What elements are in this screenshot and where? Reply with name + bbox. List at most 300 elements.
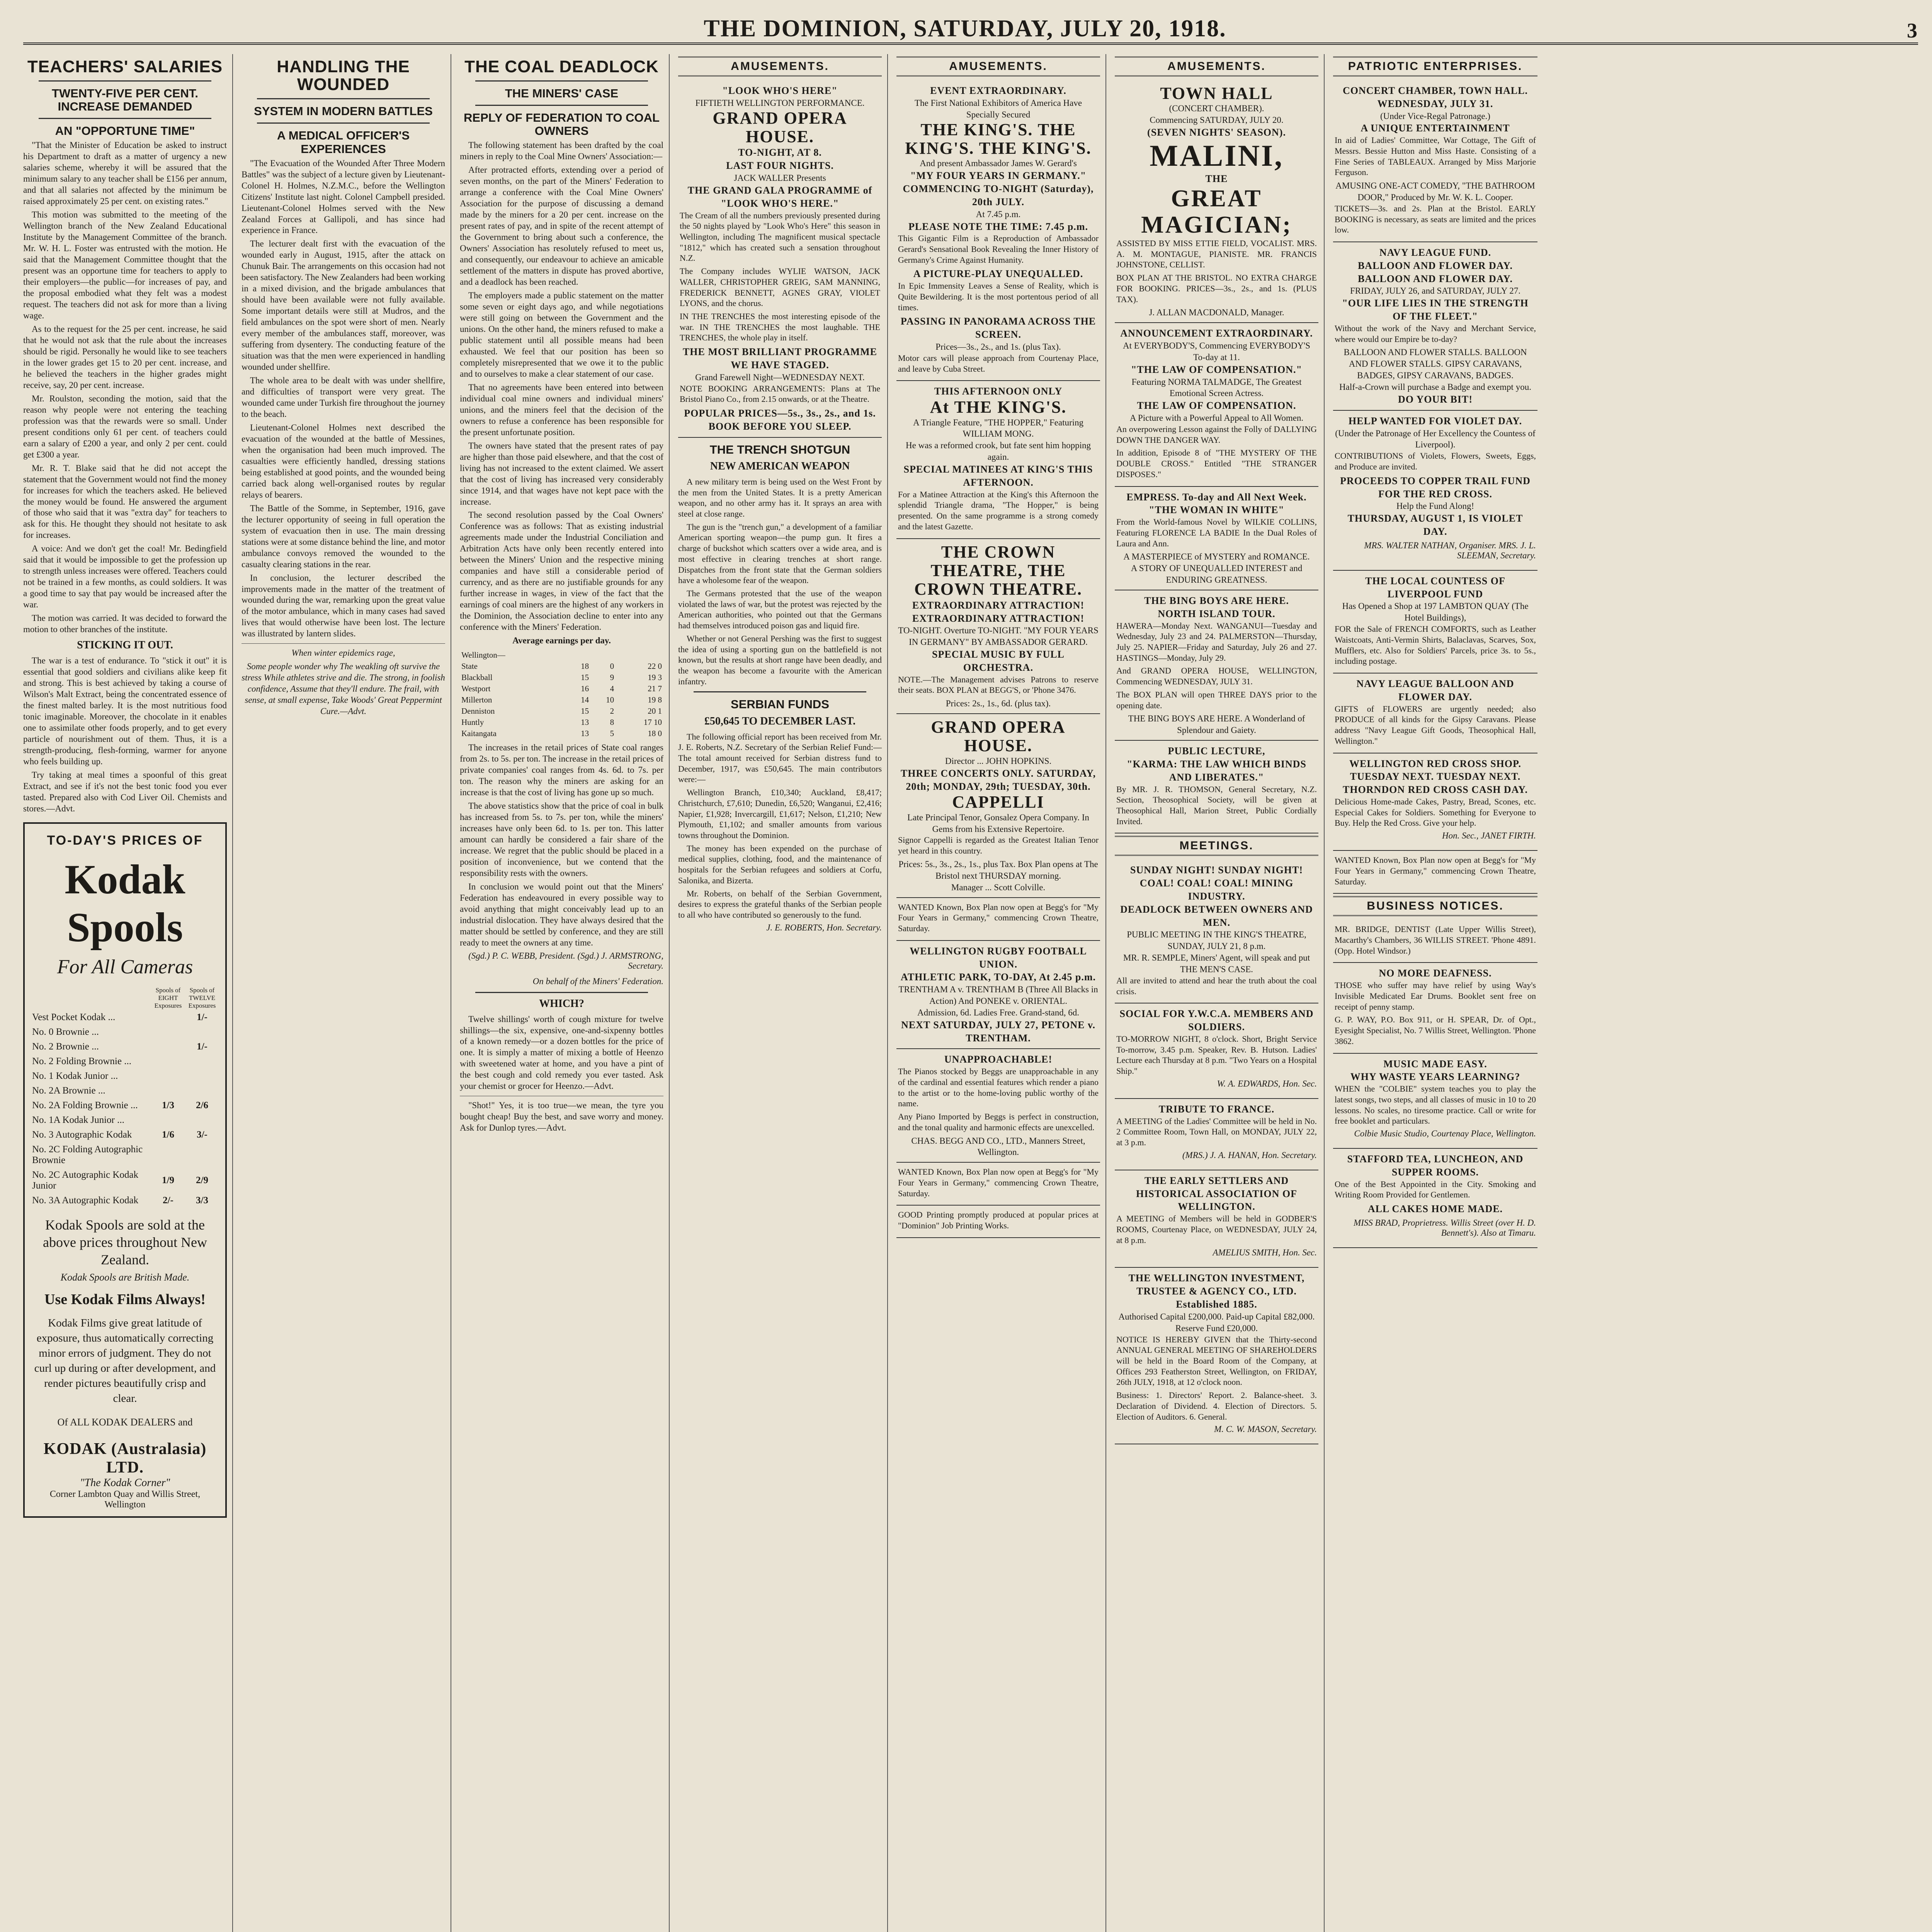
ad-manager: J. ALLAN MACDONALD, Manager. xyxy=(1149,308,1284,318)
film-title: "THE WOMAN IN WHITE" xyxy=(1149,504,1284,516)
lecture-ad xyxy=(1115,741,1318,833)
earnings-cell: 13 xyxy=(581,729,589,738)
signature: Colbie Music Studio, Courtenay Place, Wellington. xyxy=(1354,1129,1536,1139)
ad-body: In Epic Immensity Leaves a Sense of Reality, which is Quite Bewildering. It is the most portentous period of all times. xyxy=(898,281,1099,312)
signature: J. E. ROBERTS, Hon. Secretary. xyxy=(766,922,882,932)
performer-title: GREAT MAGICIAN; xyxy=(1141,185,1292,238)
ad-venue: ATHLETIC PARK, TO-DAY, At 2.45 p.m. xyxy=(900,971,1096,983)
article-subhead: NEW AMERICAN WEAPON xyxy=(710,460,850,472)
earnings-cell: 9 xyxy=(610,673,614,682)
divider xyxy=(257,122,430,124)
section-heading: AMUSEMENTS. xyxy=(678,56,882,77)
ad-body: Without the work of the Navy and Merchant Service, where would our Empire be to-day? xyxy=(1335,323,1536,344)
navy-league-ad xyxy=(1333,242,1537,411)
deafness-ad xyxy=(1333,963,1537,1053)
earnings-row xyxy=(460,683,663,694)
red-cross-ad xyxy=(1333,753,1537,851)
section-heading: MEETINGS. xyxy=(1115,836,1318,856)
earnings-cell: Millerton xyxy=(461,695,492,705)
paragraph: The following official report has been received from Mr. J. E. Roberts, N.Z. Secretary of the Serbian Relief Fund:— The total amount received for Serbian distress fund to December, 1917, was £50,645. The main contributors were:— xyxy=(678,731,882,784)
camera-name: No. 2A Brownie ... xyxy=(32,1085,105,1096)
performer-name: MALINI, xyxy=(1150,138,1284,172)
ad-heading: EVENT EXTRAORDINARY. xyxy=(930,85,1066,96)
paragraph: The Battle of the Somme, in September, 1916, gave the lecturer opportunity of seeing in full operation the system of evacuation then in use. The main dressing stations were at some distance behind the line, and motor ambulance convoys removed the wounded to the casualty clearing stations in the rear. xyxy=(242,503,445,569)
paragraph: The gun is the "trench gun," a development of a familiar American sporting weapon—the pump gun. It fires a charge of buckshot which scatters over a wide area, and is most effective in clearing trenches at short range. Dispatches from the front state that the German soldiers have a wholesome fear of the weapon. xyxy=(678,522,882,585)
ad-slogan: DO YOUR BIT! xyxy=(1398,393,1473,405)
earnings-cell: 10 xyxy=(606,695,614,705)
paragraph: The increases in the retail prices of State coal ranges from 2s. to 5s. per ton. The increase in the retail prices of private companies' coal ranges from 4s. 6d. to 7s. per ton. The reason why the miners are asking for an increase is that the cost of living has gone up so much. xyxy=(460,743,663,797)
ad-heading: WELLINGTON RUGBY FOOTBALL UNION. xyxy=(910,945,1087,970)
article-subhead: THE MINERS' CASE xyxy=(505,87,619,100)
earnings-cell: 19 8 xyxy=(648,695,662,705)
everybodys-ad xyxy=(1115,323,1318,486)
ad-slogan: A STORY OF UNEQUALLED INTEREST and ENDURING GREATNESS. xyxy=(1131,563,1303,585)
ad-prices: Prices: 2s., 1s., 6d. (plus tax). xyxy=(946,699,1051,709)
camera-name: No. 1 Kodak Junior ... xyxy=(32,1070,118,1081)
ad-corner: "The Kodak Corner" xyxy=(80,1476,170,1489)
column-header: Spools of TWELVE Exposures xyxy=(188,986,216,1009)
price-row xyxy=(31,1098,219,1113)
earnings-row xyxy=(460,650,663,661)
signature: Hon. Sec., JANET FIRTH. xyxy=(1442,831,1536,841)
article-subhead: £50,645 TO DECEMBER LAST. xyxy=(704,715,856,727)
ad-heading: TO-DAY'S PRICES OF xyxy=(47,833,203,848)
ad-date: COMMENCING TO-NIGHT (Saturday), 20th JULY. xyxy=(903,183,1094,207)
ad-tagline: Kodak Spools are sold at the above prices throughout New Zealand. xyxy=(43,1217,207,1267)
columns xyxy=(23,54,1918,1932)
ad-prices: Prices—3s., 2s., and 1s. (plus Tax). xyxy=(935,342,1061,352)
ad-subtitle: For All Cameras xyxy=(57,956,193,978)
earnings-cell: 5 xyxy=(610,729,614,738)
price-eight: 1/3 xyxy=(162,1100,174,1111)
earnings-cell: 14 xyxy=(581,695,589,705)
paragraph: The Germans protested that the use of the weapon violated the laws of war, but the protest was rejected by the American authorities, who pointed out that the Germans had themselves introduced poison gas and liquid fire. xyxy=(678,588,882,631)
ad-body: WHEN the "COLBIE" system teaches you to play the latest songs, two steps, and all classes of music in 10 to 20 lessons. No scales, no tiresome practice. Call or write for free booklet and particulars. xyxy=(1335,1084,1536,1126)
ad-body: WANTED Known, Box Plan now open at Begg's for "My Four Years in Germany," commencing Crown Theatre, Saturday. xyxy=(1335,855,1536,886)
article-subhead: TWENTY-FIVE PER CENT. INCREASE DEMANDED xyxy=(52,87,198,114)
earnings-table xyxy=(460,650,663,739)
earnings-cell: 2 xyxy=(610,706,614,716)
paragraph: "That the Minister of Education be asked to instruct his Department to draft as a matter of urgency a new salaries scheme, whereby it will be assured that the minimum salary to any teacher shall be £156 per annum, and that all salaries not affected by the minimum be raised approximately 25 per cent. on existing rates." xyxy=(23,140,227,206)
masthead-title: THE DOMINION, SATURDAY, JULY 20, 1918. xyxy=(704,15,1226,42)
earnings-cell: Wellington— xyxy=(461,650,505,660)
paragraph: The motion was carried. It was decided to forward the motion to other branches of the institute. xyxy=(23,613,227,634)
article-headline: THE COAL DEADLOCK xyxy=(464,57,659,76)
ad-body: G. P. WAY, P.O. Box 911, or H. SPEAR, Dr. of Opt., Eyesight Specialist, No. 7 Willis Street, Wellington. 'Phone 3862. xyxy=(1335,1015,1536,1046)
film-title: "THE LAW OF COMPENSATION." xyxy=(1131,364,1302,375)
article-subhead: REPLY OF FEDERATION TO COAL OWNERS xyxy=(464,111,660,138)
ad-slogan: ALL CAKES HOME MADE. xyxy=(1367,1203,1503,1215)
theatre-name: EMPRESS. To-day and All Next Week. xyxy=(1126,491,1307,503)
price-eight: 1/9 xyxy=(162,1175,174,1185)
section-heading: AMUSEMENTS. xyxy=(896,56,1100,77)
investment-notice xyxy=(1115,1268,1318,1444)
divider xyxy=(257,98,430,99)
paragraph: In conclusion, the lecturer described the improvements made in the matter of the treatment of wounded during the war, remarking upon the great value of the motor ambulance, which in many cases had saved lives that would otherwise have been lost. The lecture was illustrated by lantern slides. xyxy=(242,573,445,639)
ad-body: Help the Fund Along! xyxy=(1396,501,1475,511)
camera-name: No. 2 Folding Brownie ... xyxy=(32,1056,131,1066)
paragraph: Whether or not General Pershing was the first to suggest the idea of using a sporting gun on the battlefield is not known, but the results at short range have been deadly, and the weapon has become a favourite with the American infantry. xyxy=(678,633,882,686)
ad-heading: THIS AFTERNOON ONLY xyxy=(934,386,1063,397)
paragraph: The above statistics show that the price of coal in bulk has increased from 5s. to 7s. per ton, while the miners' increases have only been 6d. to 1s. per ton. This latter amount can hardly be considered a fair share of the increase. We regret that the public should be placed in a position of inconvenience, but we contend that the responsibility rests with the owners. xyxy=(460,801,663,878)
section-heading: BUSINESS NOTICES. xyxy=(1333,896,1537,916)
dentist-ad xyxy=(1333,920,1537,963)
ad-heading: WELLINGTON RED CROSS SHOP. xyxy=(1349,758,1521,769)
ad-heading: SOCIAL FOR Y.W.C.A. MEMBERS AND SOLDIERS. xyxy=(1119,1008,1314,1033)
ad-body: WANTED Known, Box Plan now open at Begg's for "My Four Years in Germany," commencing Crown Theatre, Saturday. xyxy=(898,1167,1099,1198)
earnings-cell: 0 xyxy=(610,662,614,671)
ad-body: Kodak Films give great latitude of exposure, thus automatically correcting minor errors of judgment. They do not curl up during or after development, and render pictures beautifully crisp and clear. xyxy=(34,1316,216,1405)
programme-title: THE GRAND GALA PROGRAMME of "LOOK WHO'S HERE." xyxy=(687,184,872,209)
wanted-ad xyxy=(896,1163,1100,1206)
ad-body: BOX PLAN AT THE BRISTOL. NO EXTRA CHARGE FOR BOOKING. PRICES—3s., 2s., and 1s. (PLUS TAX). xyxy=(1116,273,1317,304)
price-row xyxy=(31,1025,219,1039)
paragraph: A new military term is being used on the West Front by the men from the United States. It is a pretty American weapon, and no other army has it. It sprays an area with steel at close range. xyxy=(678,476,882,519)
earnings-cell: 18 xyxy=(581,662,589,671)
show-time: TO-NIGHT, AT 8. xyxy=(738,147,822,158)
price-twelve xyxy=(185,1142,219,1168)
ad-heading: NO MORE DEAFNESS. xyxy=(1379,968,1492,979)
ad-time: At 7.45 p.m. xyxy=(976,209,1021,219)
ad-body: The First National Exhibitors of America Have Specially Secured xyxy=(914,98,1082,119)
price-eight xyxy=(151,1054,185,1069)
town-hall-ad xyxy=(1115,80,1318,323)
earnings-row xyxy=(460,728,663,739)
signature: W. A. EDWARDS, Hon. Sec. xyxy=(1217,1078,1317,1088)
ad-heading: THE WELLINGTON INVESTMENT, TRUSTEE & AGENCY CO., LTD. Established 1885. xyxy=(1128,1272,1305,1310)
ad-body: NOTE BOOKING ARRANGEMENTS: Plans at The Bristol Piano Co., from 2.15 onwards, or at the Theatre. xyxy=(680,383,880,404)
ad-manager: Manager ... Scott Colville. xyxy=(951,882,1046,892)
ad-body: NOTE.—The Management advises Patrons to reserve their seats. BOX PLAN at BEGG'S, or 'Phone 3476. xyxy=(898,674,1099,695)
earnings-cell: 18 0 xyxy=(648,729,662,738)
earnings-cell: 15 xyxy=(581,706,589,716)
paragraph: Twelve shillings' worth of cough mixture for twelve shillings—the six, expensive, one-and-sixpenny bottles of a known remedy—or a dozen bottles for the price of one. It is simply a matter of mixing a bottle of Heenzo with sweetened water at home, and you have a pint of the best cough and cold remedy you ever tasted. Ask your chemist or grocer for Heenzo.—Advt. xyxy=(460,1014,663,1091)
earnings-cell: 8 xyxy=(610,718,614,727)
ad-body: In aid of Ladies' Committee, War Cottage, The Gift of Messrs. Bessie Hutton and Miss Haste. Consisting of a Fine Series of TABLEAUX. Arranged by Miss Marjorie Ferguson. xyxy=(1335,135,1536,177)
paragraph: Mr. Roberts, on behalf of the Serbian Government, desires to express the grateful thanks of the Serbian people to all who have contributed so generously to the fund. xyxy=(678,888,882,920)
film-title: TO-NIGHT. Overture TO-NIGHT. "MY FOUR YEARS IN GERMANY" BY AMBASSADOR GERARD. xyxy=(898,626,1099,647)
signature: (Sgd.) P. C. WEBB, President. (Sgd.) J. ARMSTRONG, Secretary. xyxy=(468,951,663,971)
paragraph: A voice: And we don't get the coal! Mr. Bedingfield said that it would be impossible to get the profession up to strength unless increases were offered. Teachers could not be trained in a few months, as could soldiers. It was a good time to say that pay would be increased after the war. xyxy=(23,544,227,610)
article-subhead: A MEDICAL OFFICER'S EXPERIENCES xyxy=(277,129,410,156)
ad-note: NEXT SATURDAY, JULY 27, PETONE v. TRENTHAM. xyxy=(901,1019,1096,1044)
ad-body: The Pianos stocked by Beggs are unapproachable in any of the cardinal and essential features which render a piano to the artist or to the home-loving public worthy of the name. xyxy=(898,1066,1099,1109)
ad-body: FOR the Sale of FRENCH COMFORTS, such as Leather Waistcoats, Anti-Vermin Shirts, Balaclavas, Scarves, Sox, Mufflers, etc. Also for Soldiers' Parcels, price 3s. to 5s., including postage. xyxy=(1335,624,1536,666)
column-4 xyxy=(678,54,888,1932)
ad-body: Any Piano Imported by Beggs is perfect in construction, and the tonal quality and harmonic effects are unexcelled. xyxy=(898,1112,1099,1132)
ad-heading: MUSIC MADE EASY. xyxy=(1383,1058,1487,1070)
show-run: LAST FOUR NIGHTS. xyxy=(726,160,834,172)
camera-name: No. 1A Kodak Junior ... xyxy=(32,1114,124,1125)
price-row xyxy=(31,1168,219,1193)
paragraph: Mr. R. T. Blake said that he did not accept the statement that the Government would not find the money for increases for which the teachers asked. He believed the money would be found. He answered the argument of those who said that it was "extra day" for teachers to ask for this. He thought they should not hesitate to ask for increases. xyxy=(23,463,227,540)
film-title: THE LAW OF COMPENSATION. xyxy=(1137,400,1296,412)
earnings-cell xyxy=(565,650,590,661)
ad-heading: UNAPPROACHABLE! xyxy=(944,1054,1053,1065)
ad-slogan: A PICTURE-PLAY UNEQUALLED. xyxy=(913,268,1083,280)
paragraph: The money has been expended on the purchase of medical supplies, clothing, food, and the maintenance of hospitals for the Serbian refugees and soldiers at Corfu, Salonika, and Bizerta. xyxy=(678,843,882,885)
show-title: THE BING BOYS ARE HERE. xyxy=(1144,595,1289,606)
ad-company: KODAK (Australasia) LTD. xyxy=(43,1440,207,1476)
earnings-row xyxy=(460,706,663,717)
price-twelve xyxy=(185,1069,219,1083)
ad-body: MR. R. SEMPLE, Miners' Agent, will speak and put THE MEN'S CASE. xyxy=(1123,953,1310,975)
column-6 xyxy=(1115,54,1325,1932)
ad-slogan: "OUR LIFE LIES IN THE STRENGTH OF THE FLEET." xyxy=(1342,298,1529,322)
ad-body: This Gigantic Film is a Reproduction of Ambassador Gerard's Sensational Book Revealing the Inner History of Germany's Crime Against Humanity. xyxy=(898,233,1099,265)
earnings-cell: State xyxy=(461,662,478,671)
ad-body: He was a reformed crook, but fate sent him hopping again. xyxy=(905,440,1091,462)
empress-ad xyxy=(1115,487,1318,590)
ad-body: All are invited to attend and hear the truth about the coal crisis. xyxy=(1116,975,1317,996)
article-headline: WHICH? xyxy=(539,997,584,1010)
paragraph: Mr. Roulston, seconding the motion, said that the reason why people were not entering the teaching profession was that the rewards were so small. Under present conditions only 61 per cent. of teachers could earn a salary of £200 a year, and only 2 per cent. could get £300 a year. xyxy=(23,393,227,459)
paragraph: The war is a test of endurance. To "stick it out" it is essential that good soldiers and civilians alike keep fit and strong. This is best achieved by taking a course of Wilson's Malt Extract, being the concentrated essence of the finest malted barley. It is the most nutritious food tonic imaginable. Moreover, the chocolate in it enables one to assimilate other foods properly, and to get every particle of nourishment out of them. Thus, it is a strength-producing, flesh-forming, warmer for anyone who feels building up. xyxy=(23,656,227,766)
ad-slogan: THE MOST BRILLIANT PROGRAMME WE HAVE STAGED. xyxy=(682,346,878,371)
ad-heading: STAFFORD TEA, LUNCHEON, AND SUPPER ROOMS. xyxy=(1347,1153,1524,1178)
ad-heading: THE EARLY SETTLERS AND HISTORICAL ASSOCIATION OF WELLINGTON. xyxy=(1136,1175,1298,1213)
show-subtitle: FIFTIETH WELLINGTON PERFORMANCE. xyxy=(695,98,865,108)
earnings-row xyxy=(460,717,663,728)
theatre-name: GRAND OPERA HOUSE. xyxy=(931,718,1066,755)
ad-body: TRENTHAM A v. TRENTHAM B (Three All Blacks in Action) And PONEKE v. ORIENTAL. xyxy=(898,985,1098,1006)
price-row xyxy=(31,1083,219,1098)
artist-name: CAPPELLI xyxy=(952,793,1044,812)
earnings-cell: Blackball xyxy=(461,673,493,682)
paragraph: "The Evacuation of the Wounded After Three Modern Battles" was the subject of a lecture given by Lieutenant-Colonel H. Holmes, N.Z.M.C., before the Wellington Citizens' Institute last night. Colonel Campbell presided. Lieutenant-Colonel Holmes served with the New Zealand Forces at Gallipoli, and has since had experience in France. xyxy=(242,158,445,235)
paragraph: After protracted efforts, extending over a period of seven months, on the part of the Miners' Federation to arrange a conference with the Coal Mine Owners' Association for the purpose of discussing a demand made by the miners for a 20 per cent. increase on the present rates of pay, and in spite of the recent attempt of the Government to bring about such a conference, the Owners' Association has resolutely refused to meet us, and consequently, our endeavour to achieve an amicable settlement of the matters in dispute has proved abortive, and a deadlock has been reached. xyxy=(460,165,663,287)
wanted-ad xyxy=(1333,851,1537,894)
price-twelve xyxy=(185,1054,219,1069)
price-table xyxy=(31,986,219,1208)
music-ad xyxy=(1333,1054,1537,1149)
paragraph: Try taking at meal times a spoonful of this great Extract, and see if it's not the best tonic food you ever tasted. Prepared also with Cod Liver Oil. Chemists and stores.—Advt. xyxy=(23,770,227,813)
theatre-name: At THE KING'S. xyxy=(930,398,1067,417)
earnings-cell: 21 7 xyxy=(648,684,662,694)
ad-body: And present Ambassador James W. Gerard's xyxy=(920,158,1077,168)
price-eight xyxy=(151,1010,185,1025)
article-headline: HANDLING THE WOUNDED xyxy=(277,57,410,94)
price-twelve: 2/6 xyxy=(196,1100,208,1111)
ad-body: TICKETS—3s. and 2s. Plan at the Bristol. EARLY BOOKING is necessary, as seats are limited and the prices low. xyxy=(1335,203,1536,235)
ad-heading: TRIBUTE TO FRANCE. xyxy=(1158,1103,1275,1115)
divider xyxy=(475,992,648,993)
earnings-cell: 15 xyxy=(581,673,589,682)
paragraph: The employers made a public statement on the matter some seven or eight days ago, and while negotiations were still going on between the Government and the unions. On the other hand, the miners refused to make a public statement until all possible means had been exhausted. We feel that our position has been so completely misrepresented that we owe it to the public and to ourselves to make a clear statement of our case. xyxy=(460,291,663,379)
table-caption: Average earnings per day. xyxy=(512,636,611,646)
earnings-cell xyxy=(590,650,616,661)
social-ad xyxy=(1115,1003,1318,1099)
ad-body: Has Opened a Shop at 197 LAMBTON QUAY (The Hotel Buildings), xyxy=(1342,601,1529,623)
section-heading: PATRIOTIC ENTERPRISES. xyxy=(1333,56,1537,77)
theatre-name: THE CROWN THEATRE, THE CROWN THEATRE. xyxy=(914,542,1082,599)
price-row xyxy=(31,1069,219,1083)
earnings-cell: 4 xyxy=(610,684,614,694)
ad-heading: NAVY LEAGUE BALLOON AND FLOWER DAY. xyxy=(1356,678,1514,702)
kodak-advertisement xyxy=(23,822,227,1518)
ad-body: Business: 1. Directors' Report. 2. Balance-sheet. 3. Declaration of Dividend. 4. Election of Directors. 5. Election of Auditors. 6. General. xyxy=(1116,1390,1317,1422)
paragraph: "Shot!" Yes, it is too true—we mean, the tyre you bought cheap! Buy the best, and save worry and money. Ask for Dunlop tyres.—Advt. xyxy=(460,1100,663,1133)
ad-director: Director ... JOHN HOPKINS. xyxy=(945,756,1052,766)
price-twelve xyxy=(185,1113,219,1128)
column-7 xyxy=(1333,54,1543,1932)
signature: AMELIUS SMITH, Hon. Sec. xyxy=(1213,1248,1317,1258)
column-1 xyxy=(23,54,233,1932)
ad-prices: POPULAR PRICES—5s., 3s., 2s., and 1s. xyxy=(684,408,876,419)
camera-name: No. 2C Folding Autographic Brownie xyxy=(32,1144,143,1165)
ad-company: CHAS. BEGG AND CO., LTD., Manners Street, Wellington. xyxy=(911,1136,1085,1157)
camera-name: No. 3 Autographic Kodak xyxy=(32,1129,132,1140)
earnings-cell: Westport xyxy=(461,684,491,694)
ad-season: (SEVEN NIGHTS' SEASON). xyxy=(1147,127,1286,138)
ad-body: TO-MORROW NIGHT, 8 o'clock. Short, Bright Service To-morrow, 3.45 p.m. Speaker, Rev. B. Hutson. Ladies' Lecture each Thursday at 8 p.m. "Two Years on a Hospital Ship." xyxy=(1116,1034,1317,1076)
ad-body: HAWERA—Monday Next. WANGANUI—Tuesday and Wednesday, July 23 and 24. PALMERSTON—Thursday, July 25. NAPIER—Friday and Saturday, July 26 and 27. HASTINGS—Monday, July 29. xyxy=(1116,621,1317,663)
divider xyxy=(475,105,648,106)
tribute-ad xyxy=(1115,1099,1318,1170)
flower-day-ad xyxy=(1333,673,1537,753)
ad-slogan: PASSING IN PANORAMA ACROSS THE SCREEN. xyxy=(900,316,1096,340)
ad-note: (Under Vice-Regal Patronage.) xyxy=(1380,111,1490,121)
column-5 xyxy=(896,54,1106,1932)
ad-body: THOSE who suffer may have relief by using Way's Invisible Medicated Ear Drums. Booklet sent free on receipt of penny stamp. xyxy=(1335,980,1536,1012)
price-twelve: 3/3 xyxy=(196,1195,208,1206)
venue-sub: (CONCERT CHAMBER). xyxy=(1169,104,1264,114)
paragraph: Lieutenant-Colonel Holmes next described the evacuation of the wounded at the battle of Messines, when the organisation had been much improved. The casualties were efficiently handled, dressing stations being established at good points, and the wounded being carried back along well-organised routes by regular relays of bearers. xyxy=(242,422,445,500)
ad-body: At EVERYBODY'S, Commencing EVERYBODY'S To-day at 11. xyxy=(1123,340,1310,362)
concert-ad xyxy=(1333,80,1537,242)
paragraph: That no agreements have been entered into between individual coal mine owners and individual miners' unions, and the miners feel that the decision of the owners to refuse a conference has been responsible for the present unfortunate position. xyxy=(460,382,663,437)
price-eight xyxy=(151,1142,185,1168)
paragraph: The owners have stated that the present rates of pay are higher than those paid elsewhere, and that the cost of living has not increased to the extent claimed. We assert that the cost of living has increased very considerably since 1914, and that wages have not kept pace with the increase. xyxy=(460,440,663,507)
ad-body: The Company includes WYLIE WATSON, JACK WALLER, CHRISTOPHER GREIG, SAM MANNING, FREDERICK BENNETT, AGNES GRAY, VIOLET LYONS, and the chorus. xyxy=(680,266,880,308)
ad-body: For a Matinee Attraction at the King's this Afternoon the splendid Triangle drama, "The Hopper," is being presented. On the same programme is a strong comedy and the latest Gazette. xyxy=(898,489,1099,531)
masthead xyxy=(23,15,1918,45)
ad-note: Grand Farewell Night—WEDNESDAY NEXT. xyxy=(695,372,865,382)
article-headline: THE TRENCH SHOTGUN xyxy=(709,442,850,456)
ad-heading: HELP WANTED FOR VIOLET DAY. xyxy=(1348,415,1522,427)
article-subhead: AN "OPPORTUNE TIME" xyxy=(55,124,195,138)
ad-body: And GRAND OPERA HOUSE, WELLINGTON, Commencing WEDNESDAY, JULY 31. xyxy=(1116,666,1317,687)
article-headline: SERBIAN FUNDS xyxy=(731,697,829,711)
camera-name: No. 2A Folding Brownie ... xyxy=(32,1100,138,1111)
ad-dates: THREE CONCERTS ONLY. SATURDAY, 20th; MONDAY, 29th; TUESDAY, 30th. xyxy=(900,767,1096,792)
film-title: "MY FOUR YEARS IN GERMANY." xyxy=(910,170,1087,182)
price-row xyxy=(31,1113,219,1128)
signature: M. C. W. MASON, Secretary. xyxy=(1214,1424,1317,1434)
paragraph: This motion was submitted to the meeting of the Wellington branch of the New Zealand Educational Institute by the Management Committee of the branch. Mr. W. H. L. Foster was entrusted with the motion. He said that the Management Committee thought that the present was an opportune time for teachers to apply to their employers—the public—for increases of pay, and the proposal embodied what they felt was a modest request. The teachers did not ask for more than a living wage. xyxy=(23,210,227,320)
column-3 xyxy=(460,54,670,1932)
price-eight xyxy=(151,1069,185,1083)
ad-note: (Under the Patronage of Her Excellency the Countess of Liverpool). xyxy=(1335,428,1536,450)
ad-title: Kodak Spools xyxy=(65,856,185,951)
ad-body: A MEETING of Members will be held in GODBER'S ROOMS, Courtenay Place, on WEDNESDAY, JULY 24, at 8 p.m. xyxy=(1116,1214,1317,1245)
camera-name: No. 3A Autographic Kodak xyxy=(32,1195,138,1206)
ad-slogan: Use Kodak Films Always! xyxy=(44,1291,206,1308)
earnings-row xyxy=(460,661,663,672)
ad-slogan: TUESDAY NEXT. TUESDAY NEXT. THORNDON RED CROSS CASH DAY. xyxy=(1342,771,1528,796)
divider xyxy=(242,643,445,644)
ad-address: Corner Lambton Quay and Willis Street, Wellington xyxy=(49,1489,201,1510)
price-row xyxy=(31,1193,219,1208)
ad-note: SPECIAL MUSIC BY FULL ORCHESTRA. xyxy=(932,649,1065,673)
earnings-cell: 13 xyxy=(581,718,589,727)
earnings-cell: 17 10 xyxy=(643,718,662,727)
ad-slogan: BALLOON AND FLOWER DAY. BALLOON AND FLOWER DAY. xyxy=(1357,260,1513,284)
ad-date: FRIDAY, JULY 26, and SATURDAY, JULY 27. xyxy=(1350,286,1520,296)
ad-date: THURSDAY, AUGUST 1, IS VIOLET DAY. xyxy=(1347,513,1523,537)
article-headline: TEACHERS' SALARIES xyxy=(27,57,223,76)
paragraph: The second resolution passed by the Coal Owners' Conference was as follows: That as existing industrial agreements made under the Industrial Conciliation and Arbitration Acts have only been recently entered into between the Miners' Union and the respective mining companies and have still a considerable period of currency, and as there are no justifiable grounds for any further increase in wages, in view of the fact that the earnings of coal miners are the highest of any workers in the Dominion, the Association decline to enter into any conference with the Miners' Federation. xyxy=(460,510,663,632)
price-twelve: 2/9 xyxy=(196,1175,208,1185)
ad-dealers: Of ALL KODAK DEALERS and xyxy=(57,1416,193,1428)
signature: (MRS.) J. A. HANAN, Hon. Secretary. xyxy=(1182,1150,1317,1160)
ad-date: Commencing SATURDAY, JULY 20. xyxy=(1150,115,1284,125)
ad-body: Signor Cappelli is regarded as the Greatest Italian Tenor yet heard in this country. xyxy=(898,835,1099,856)
ad-body: A Picture with a Powerful Appeal to All Women. xyxy=(1129,413,1304,423)
ad-body: A MEETING of the Ladies' Committee will be held in No. 2 Committee Room, Town Hall, on MONDAY, JULY 22, at 3 p.m. xyxy=(1116,1116,1317,1148)
ad-body: The Cream of all the numbers previously presented during the 50 nights played by "Look Who's Here" this season in Wellington, including The magnificent musical spectacle "1812," which has created such a sensation throughout N.Z. xyxy=(680,210,880,263)
price-row xyxy=(31,1142,219,1168)
venue-name: TOWN HALL xyxy=(1160,84,1273,103)
ad-body: GOOD Printing promptly produced at popular prices at "Dominion" Job Printing Works. xyxy=(898,1210,1099,1231)
price-row xyxy=(31,1054,219,1069)
paragraph: Wellington Branch, £10,340; Auckland, £8,417; Christchurch, £7,610; Dunedin, £6,520; Wanganui, £2,416; Napier, £1,928; Invercargill, £1,617; Nelson, £1,210; New Plymouth, £1,102; and smaller amounts from various towns throughout the Dominion. xyxy=(678,787,882,840)
earnings-row xyxy=(460,694,663,706)
ad-prices: Prices: 5s., 3s., 2s., 1s., plus Tax. Box Plan opens at The Bristol next THURSDAY morning. xyxy=(898,859,1098,881)
ad-body: A Triangle Feature, "THE HOPPER," Featuring WILLIAM MONG. xyxy=(913,417,1084,439)
paragraph: The following statement has been drafted by the coal miners in reply to the Coal Mine Owners' Association:— xyxy=(460,140,663,162)
ad-date: WEDNESDAY, JULY 31. xyxy=(1377,98,1493,109)
ad-note: PLEASE NOTE THE TIME: 7.45 p.m. xyxy=(908,221,1088,232)
price-eight xyxy=(151,1113,185,1128)
crown-theatre-ad xyxy=(896,539,1100,714)
piano-ad xyxy=(896,1049,1100,1163)
earnings-cell: 22 0 xyxy=(648,662,662,671)
countess-fund-ad xyxy=(1333,571,1537,673)
paragraph: In conclusion we would point out that the Miners' Federation has endeavoured in every possible way to avoid anything that might conceivably lead up to an industrial dislocation. They have always desired that the matter should be settled by conference, and they are still ready to meet the owners at any time. xyxy=(460,881,663,947)
ad-heading: ANNOUNCEMENT EXTRAORDINARY. xyxy=(1120,328,1313,339)
price-twelve xyxy=(185,1083,219,1098)
ad-body: Delicious Home-made Cakes, Pastry, Bread, Scones, etc. Especial Cakes for Soldiers. Something for Everyone to Buy. Help the Red Cross. Give your help. xyxy=(1335,796,1536,828)
look-whos-here-ad xyxy=(678,80,882,438)
price-row xyxy=(31,1128,219,1142)
page-number: 3 xyxy=(1907,19,1918,42)
ad-slogan: BOOK BEFORE YOU SLEEP. xyxy=(708,420,852,432)
article-headline: STICKING IT OUT. xyxy=(77,639,173,651)
earnings-cell: 20 1 xyxy=(648,706,662,716)
column-header: Spools of EIGHT Exposures xyxy=(154,986,182,1009)
price-twelve xyxy=(185,1025,219,1039)
earnings-cell: Huntly xyxy=(461,718,484,727)
tour-title: NORTH ISLAND TOUR. xyxy=(1158,608,1276,619)
ad-slogan: THE BING BOYS ARE HERE. A Wonderland of Splendour and Gaiety. xyxy=(1128,714,1305,735)
camera-name: No. 2 Brownie ... xyxy=(32,1041,99,1052)
presenter: JACK WALLER Presents xyxy=(734,173,826,183)
camera-name: No. 0 Brownie ... xyxy=(32,1026,99,1037)
divider xyxy=(475,80,648,82)
grand-opera-ad xyxy=(896,714,1100,898)
ad-body: One of the Best Appointed in the City. Smoking and Writing Room Provided for Gentlemen. xyxy=(1335,1179,1536,1200)
ad-body: Authorised Capital £200,000. Paid-up Capital £82,000. Reserve Fund £20,000. xyxy=(1118,1311,1315,1333)
signature: MISS BRAD, Proprietress. Willis Street (over H. D. Bennett's). Also at Timaru. xyxy=(1353,1218,1536,1238)
ad-word: THE xyxy=(1205,173,1228,184)
camera-name: No. 2C Autographic Kodak Junior xyxy=(32,1169,138,1191)
paragraph: As to the request for the 25 per cent. increase, he said that he would not ask that the rule about the increases should be rigid. Personally he would like to see teachers in the lower grades get 15 to 20 per cent. increase, and he believed the teachers in the higher grades might receive, say, 20 per cent. increase. xyxy=(23,324,227,390)
ad-prices: Admission, 6d. Ladies Free. Grand-stand, 6d. xyxy=(917,1007,1080,1017)
settlers-ad xyxy=(1115,1170,1318,1268)
earnings-cell xyxy=(616,650,663,661)
ad-body: Late Principal Tenor, Gonsalez Opera Company. In Gems from his Extensive Repertoire. xyxy=(907,812,1089,834)
